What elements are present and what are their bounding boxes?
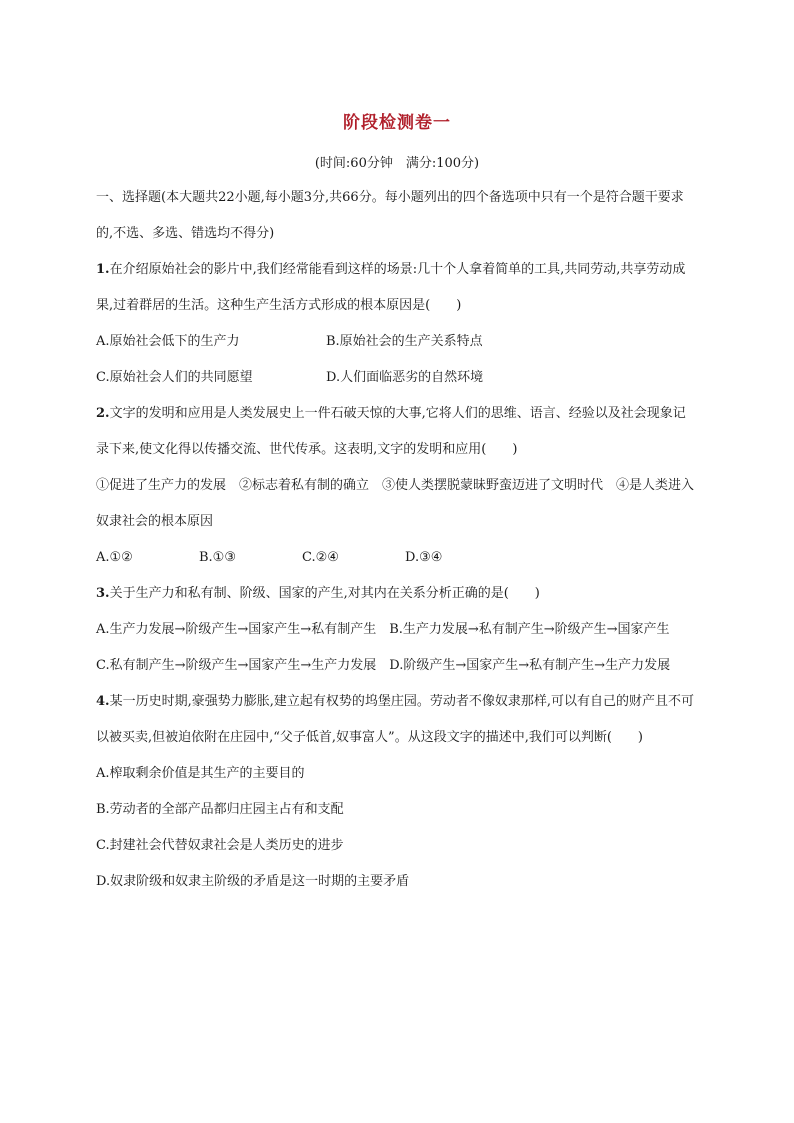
question-number: 1. (96, 262, 110, 277)
question-number: 3. (96, 586, 110, 601)
option-c: C.封建社会代替奴隶社会是人类历史的进步 (96, 838, 344, 853)
question-stem: 2.文字的发明和应用是人类发展史上一件石破天惊的大事,它将人们的思维、语言、经验以及社会现象记录下来,使文化得以传播交流、世代传承。这表明,文字的发明和应用( ) (96, 406, 686, 457)
option-row (96, 360, 696, 396)
page-title: 阶段检测卷一 (343, 113, 451, 133)
option-row (96, 540, 696, 576)
exam-info: (时间:60分钟 满分:100分) (314, 156, 480, 171)
option-d: D.③④ (405, 550, 443, 565)
option-a: A.①② (96, 550, 133, 565)
option-row (96, 324, 696, 360)
question-stem: 4.某一历史时期,豪强势力膨胀,建立起有权势的坞堡庄园。劳动者不像奴隶那样,可以有自己的财产且不可以被买卖,但被迫依附在庄园中,“父子低首,奴事富人”。从这段文字的描述中,我们可以判断( ) (96, 694, 694, 745)
question-2 (96, 396, 696, 576)
section-heading: 一、选择题(本大题共22小题,每小题3分,共66分。每小题列出的四个备选项中只有一个是符合题干要求的,不选、多选、错选均不得分) (96, 190, 684, 241)
option-d: D.人们面临恶劣的自然环境 (326, 370, 484, 385)
options-cd: C.私有制产生→阶级产生→国家产生→生产力发展 D.阶级产生→国家产生→私有制产生→生产力发展 (96, 658, 671, 673)
option-c: C.原始社会人们的共同愿望 (96, 370, 253, 385)
option-b: B.劳动者的全部产品都归庄园主占有和支配 (96, 802, 344, 817)
question-stem: 1.在介绍原始社会的影片中,我们经常能看到这样的场景:几十个人拿着简单的工具,共同劳动,共享劳动成果,过着群居的生活。这种生产生活方式形成的根本原因是( ) (96, 262, 686, 313)
question-1 (96, 252, 696, 396)
option-c: C.②④ (302, 550, 339, 565)
question-number: 4. (96, 694, 110, 709)
options-ab: A.生产力发展→阶级产生→国家产生→私有制产生 B.生产力发展→私有制产生→阶级产生→国家产生 (96, 622, 670, 637)
question-stem: 3.关于生产力和私有制、阶级、国家的产生,对其内在关系分析正确的是( ) (96, 586, 540, 601)
question-3 (96, 576, 696, 684)
option-b: B.原始社会的生产关系特点 (326, 334, 483, 349)
option-a: A.原始社会低下的生产力 (96, 334, 240, 349)
question-number: 2. (96, 406, 110, 421)
statement-list: ①促进了生产力的发展 ②标志着私有制的确立 ③使人类摆脱蒙昧野蛮迈进了文明时代 ④是人类进入奴隶社会的根本原因 (96, 478, 695, 529)
option-b: B.①③ (199, 550, 236, 565)
question-4 (96, 684, 696, 900)
exam-content (96, 180, 696, 900)
option-a: A.榨取剩余价值是其生产的主要目的 (96, 766, 305, 781)
option-d: D.奴隶阶级和奴隶主阶级的矛盾是这一时期的主要矛盾 (96, 874, 410, 889)
